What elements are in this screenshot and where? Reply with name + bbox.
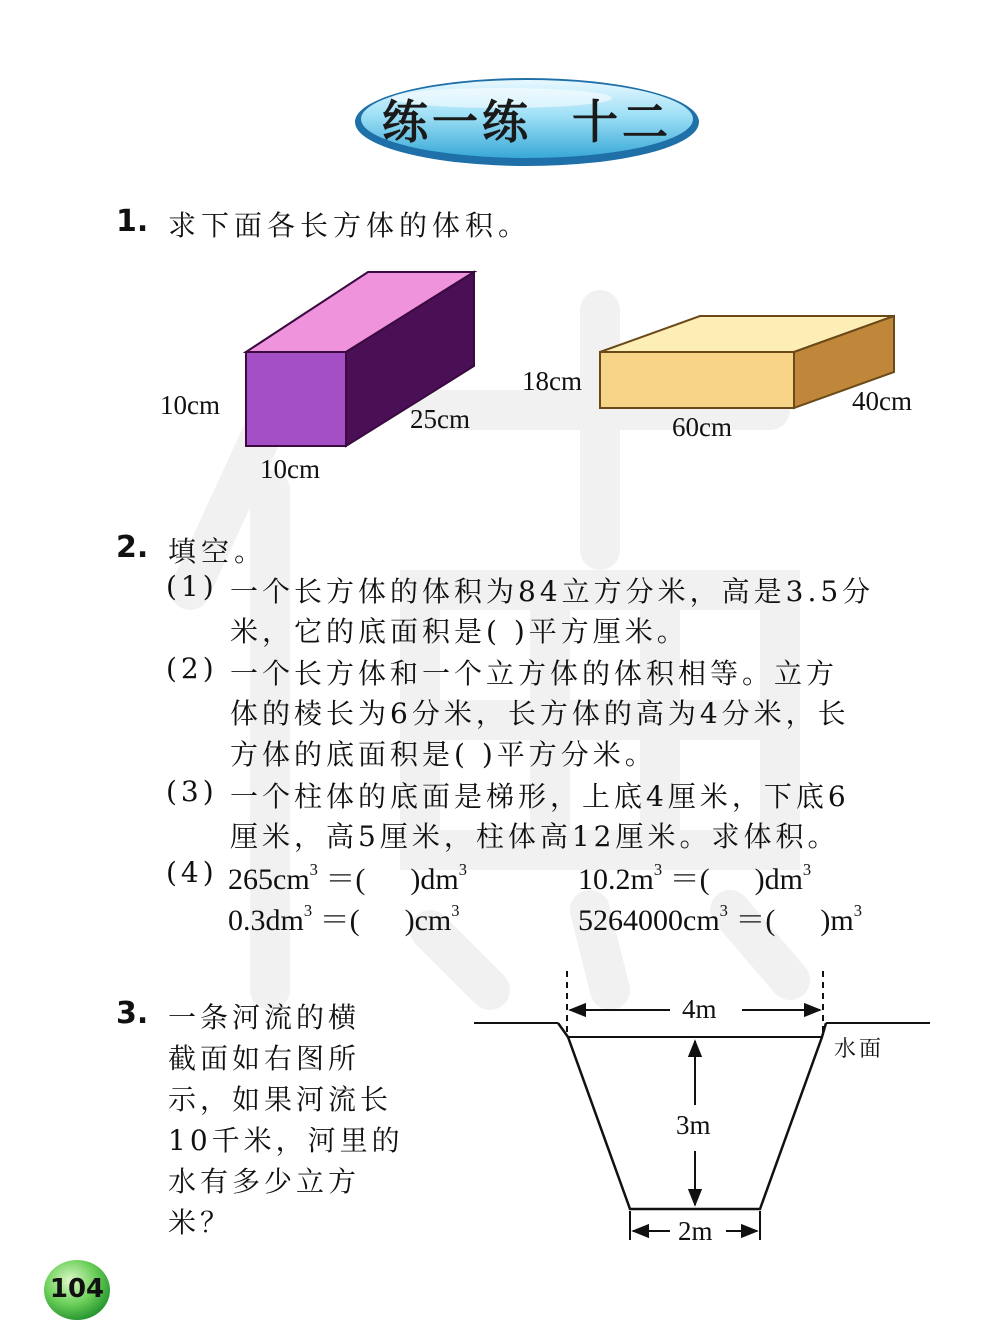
q3-line-1: 一条河流的横	[168, 1001, 361, 1034]
page-title: 练一练 十二	[381, 95, 673, 149]
q2-item3-number: (3)	[166, 775, 218, 808]
q2-item3-line1: 一个柱体的底面是梯形，上底4厘米，下底6	[230, 780, 850, 813]
q3-line-6: 米？	[168, 1206, 233, 1239]
conversion-d: $5264000cm^3$ ＝( )$m^3$	[578, 900, 862, 937]
box2-height-label: 18cm	[522, 366, 582, 396]
q3-line-3: 示，如果河流长	[168, 1083, 393, 1116]
q3-line-4: 10千米，河里的	[168, 1124, 404, 1157]
conversion-b: $10.2m^3$ ＝( )$dm^3$	[578, 859, 812, 896]
box2-width-label: 40cm	[852, 386, 912, 416]
box1-height-label: 10cm	[160, 390, 220, 420]
q2-item1-line1: 一个长方体的体积为84立方分米，高是3.5分	[230, 575, 875, 608]
water-surface-label: 水面	[834, 1037, 885, 1062]
q2-item1-number: (1)	[166, 570, 218, 603]
q2-item2-number: (2)	[166, 652, 218, 685]
q3-line-2: 截面如右图所	[168, 1042, 361, 1075]
question-1-number: 1.	[116, 204, 149, 239]
box2-length-label: 60cm	[672, 412, 732, 442]
box1-length-label: 25cm	[410, 404, 470, 434]
q2-item3-line2: 厘米，高5厘米，柱体高12厘米。求体积。	[230, 820, 840, 853]
q2-item2-line1: 一个长方体和一个立方体的体积相等。立方	[230, 657, 839, 690]
conversion-a: $265cm^3$ ＝( )$dm^3$	[228, 859, 467, 896]
river-depth-label: 3m	[676, 1110, 711, 1140]
q3-line-5: 水有多少立方	[168, 1165, 361, 1198]
q2-item4-number: (4)	[166, 856, 218, 889]
page-number: 104	[49, 1274, 105, 1304]
conversion-c: $0.3dm^3$ ＝( )$cm^3$	[228, 900, 460, 937]
question-1-text: 求下面各长方体的体积。	[168, 209, 532, 242]
q2-item2-line2: 体的棱长为6分米，长方体的高为4分米，长	[230, 697, 850, 730]
question-3-number: 3.	[116, 996, 149, 1031]
q2-item2-line3: 方体的底面积是( )平方分米。	[230, 738, 657, 771]
river-bottom-width-label: 2m	[678, 1216, 713, 1246]
question-2-number: 2.	[116, 530, 149, 565]
box1-width-label: 10cm	[260, 454, 320, 484]
q2-item1-line2: 米，它的底面积是( )平方厘米。	[230, 615, 689, 648]
question-2-text: 填空。	[168, 535, 268, 568]
river-top-width-label: 4m	[682, 994, 717, 1024]
